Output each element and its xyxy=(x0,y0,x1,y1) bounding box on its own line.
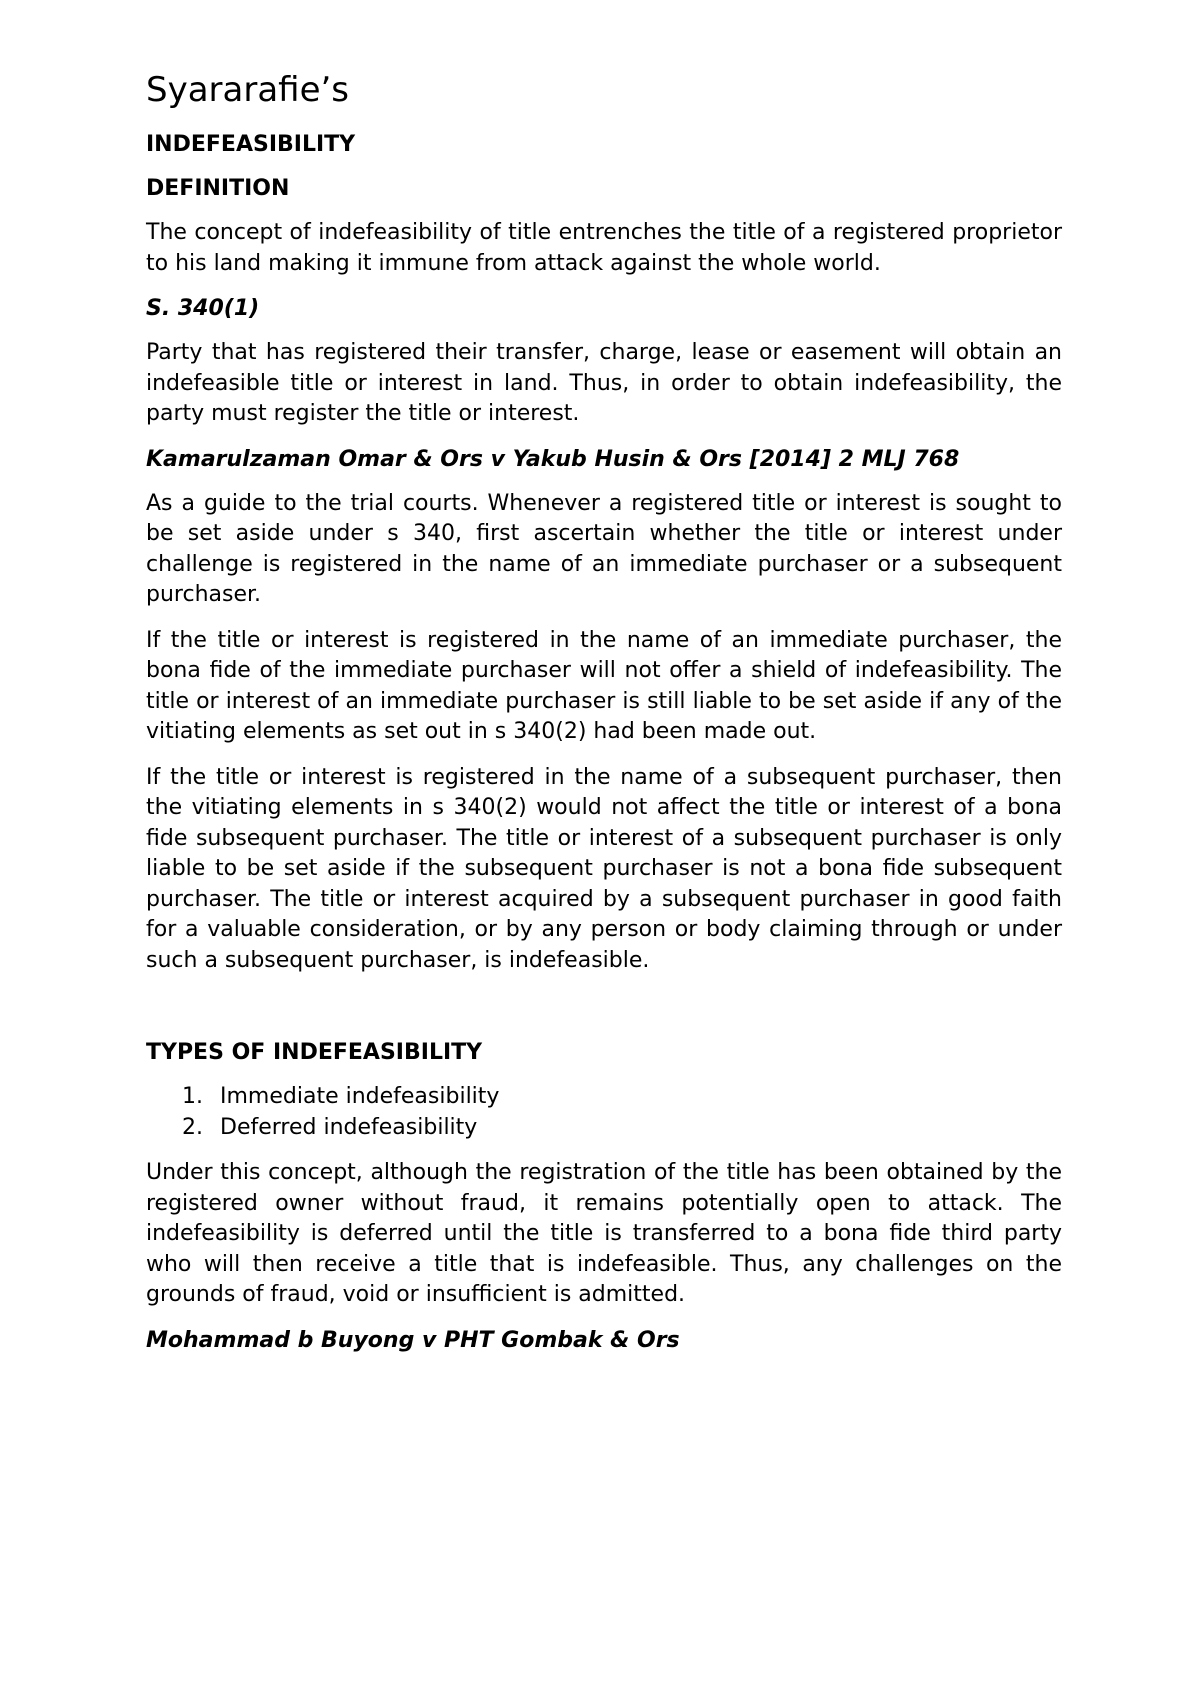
case-heading-kamarulzaman: Kamarulzaman Omar & Ors v Yakub Husin & Ors [2014] 2 MLJ 768 xyxy=(146,446,960,472)
definition-heading: DEFINITION xyxy=(146,176,290,201)
paragraph-spacer xyxy=(146,991,1062,1038)
section-paragraph: Party that has registered their transfer, charge, lease or easement will obtain an indefeasible title or interest in land. Thus, in order to obtain indefeasibility, the party must register the title or interest. xyxy=(146,340,1062,426)
section-heading: S. 340(1) xyxy=(146,296,260,321)
definition-paragraph: The concept of indefeasibility of title entrenches the title of a registered proprietor to his land making it immune from attack against the whole world. xyxy=(146,220,1062,276)
case-heading-mohammad: Mohammad b Buyong v PHT Gombak & Ors xyxy=(146,1327,680,1353)
types-list xyxy=(146,1082,1062,1143)
list-item-label: Deferred indefeasibility xyxy=(220,1114,478,1140)
case-paragraph: If the title or interest is registered in the name of a subsequent purchaser, then the vitiating elements in s 340(2) would not affect the title or interest of a bona fide subsequent purchaser. The title or interest of a subsequent purchaser is only liable to be set aside if the subsequent purchaser is not a bona fide subsequent purchaser. The title or interest acquired by a subsequent purchaser in good faith for a valuable consideration, or by any person or body claiming through or under such a subsequent purchaser, is indefeasible. xyxy=(146,764,1062,973)
list-item-number: 2. xyxy=(182,1114,203,1140)
list-item-number: 1. xyxy=(182,1084,203,1109)
document-body xyxy=(146,68,1062,1370)
list-item xyxy=(182,1082,1062,1113)
case-paragraph: If the title or interest is registered in the name of an immediate purchaser, the bona fide of the immediate purchaser will not offer a shield of indefeasibility. The title or interest of an immediate purchaser is still liable to be set aside if any of the vitiating elements as set out in s 340(2) had been made out. xyxy=(146,627,1062,744)
deferred-paragraph: Under this concept, although the registration of the title has been obtained by the registered owner without fraud, it remains potentially open to attack. The indefeasibility is deferred until the title is transferred to a bona fide third party who will then receive a title that is indefeasible. Thus, any challenges on the grounds of fraud, void or insufficient is admitted. xyxy=(146,1160,1062,1307)
main-heading: INDEFEASIBILITY xyxy=(146,132,356,157)
page-header-title: Syararafie’s xyxy=(146,70,350,110)
types-heading: TYPES OF INDEFEASIBILITY xyxy=(146,1040,483,1065)
case-paragraph: As a guide to the trial courts. Whenever a registered title or interest is sought to be set aside under s 340, first ascertain whether the title or interest under challenge is registered in the name of an immediate purchaser or a subsequent purchaser. xyxy=(146,490,1062,607)
list-item-label: Immediate indefeasibility xyxy=(220,1084,500,1109)
list-item xyxy=(182,1113,1062,1144)
